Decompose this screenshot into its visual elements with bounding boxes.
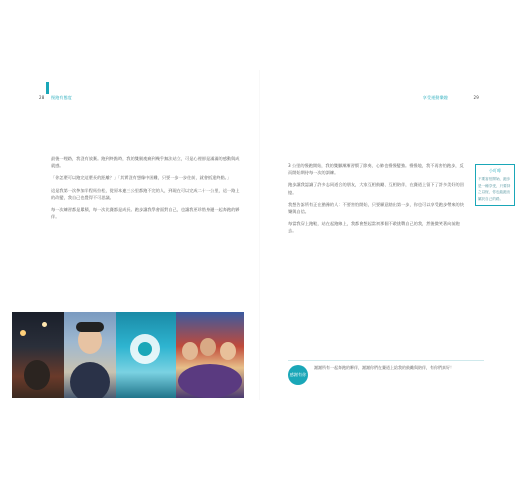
thanks-caption: [288, 360, 484, 377]
left-paragraph: 「你怎麼可以跑完這麼長的距離？」「其實沒有想像中困難，只要一步一步往前，就會抵達終點。」: [51, 175, 232, 181]
chapter-accent-bar: [46, 82, 49, 94]
runner-face: [200, 338, 216, 356]
runner-shirt: [70, 362, 110, 398]
runner-shirts: [178, 364, 242, 398]
right-paragraph: 跑步讓我認識了許多志同道合的朋友，大家互相鼓勵、互相陪伴，在賽道上留下了許多美好的回憶。: [288, 182, 464, 195]
street-light: [42, 322, 47, 327]
right-paragraph: 3 公里的慢跑開始，我的雙腳漸漸習慣了節奏，心肺也慢慢變強。慢慢地，我不再害怕跑步，反而開始期待每一次的訓練。: [288, 163, 464, 176]
tip-title: 小叮嚀: [489, 168, 501, 173]
street-light: [20, 330, 26, 336]
right-paragraph: 每當我穿上跑鞋，站在起跑線上，我都會想起當初那個不敢挑戰自己的我，然後微笑著向前跑去。: [288, 221, 460, 234]
medal-center: [138, 342, 152, 356]
left-body-text: [51, 155, 241, 225]
photo-runner-selfie: [64, 312, 116, 398]
photo-night-street: [12, 312, 64, 398]
left-paragraph: 這是我第一次參加半程馬拉松，從原本連三公里都跑不完的人，到現在可以完成二十一公里，這一路上的改變，我自己也覺得不可思議。: [51, 187, 240, 200]
right-paragraph: 我想告訴所有正在猶豫的人：不要害怕開始，只要願意踏出第一步，你也可以享受跑步帶來的快樂與自信。: [288, 201, 464, 215]
right-page-number: 29: [473, 95, 479, 100]
photo-strip: [12, 312, 244, 398]
crowd-silhouette: [24, 360, 50, 390]
photo-finisher-medal: [116, 312, 176, 398]
runner-face: [220, 342, 236, 360]
left-paragraph: 每一次練習都是累積，每一次比賽都是成長。跑步讓我學會面對自己，也讓我更珍惜身邊一起奔跑的夥伴。: [51, 207, 240, 220]
right-body-text: [288, 162, 466, 240]
thanks-text: 謝謝所有一起奔跑的夥伴，謝謝你們在賽道上給我的鼓勵與陪伴，有你們真好！: [314, 365, 454, 370]
right-running-header: 享受運動樂趣: [422, 95, 448, 100]
book-gutter: [259, 70, 260, 400]
left-paragraph: 最後一哩路，我沒有放棄。跑到終點時，我的雙腿痠痛到幾乎無法站立，可是心裡卻是滿滿的感動與成就感。: [51, 156, 240, 169]
tip-text: 不要害怕開始，跑步是一種享受，只要持之以恆，你也能跑出屬於自己的路。: [478, 177, 511, 201]
runner-face: [182, 342, 198, 360]
tip-sidebar: [475, 164, 515, 206]
left-running-header: 慢跑有態度: [51, 95, 72, 100]
left-page-number: 28: [39, 95, 45, 100]
runner-cap: [76, 322, 104, 332]
photo-group-runners: [176, 312, 244, 398]
thanks-badge: 感謝有你: [288, 365, 308, 385]
